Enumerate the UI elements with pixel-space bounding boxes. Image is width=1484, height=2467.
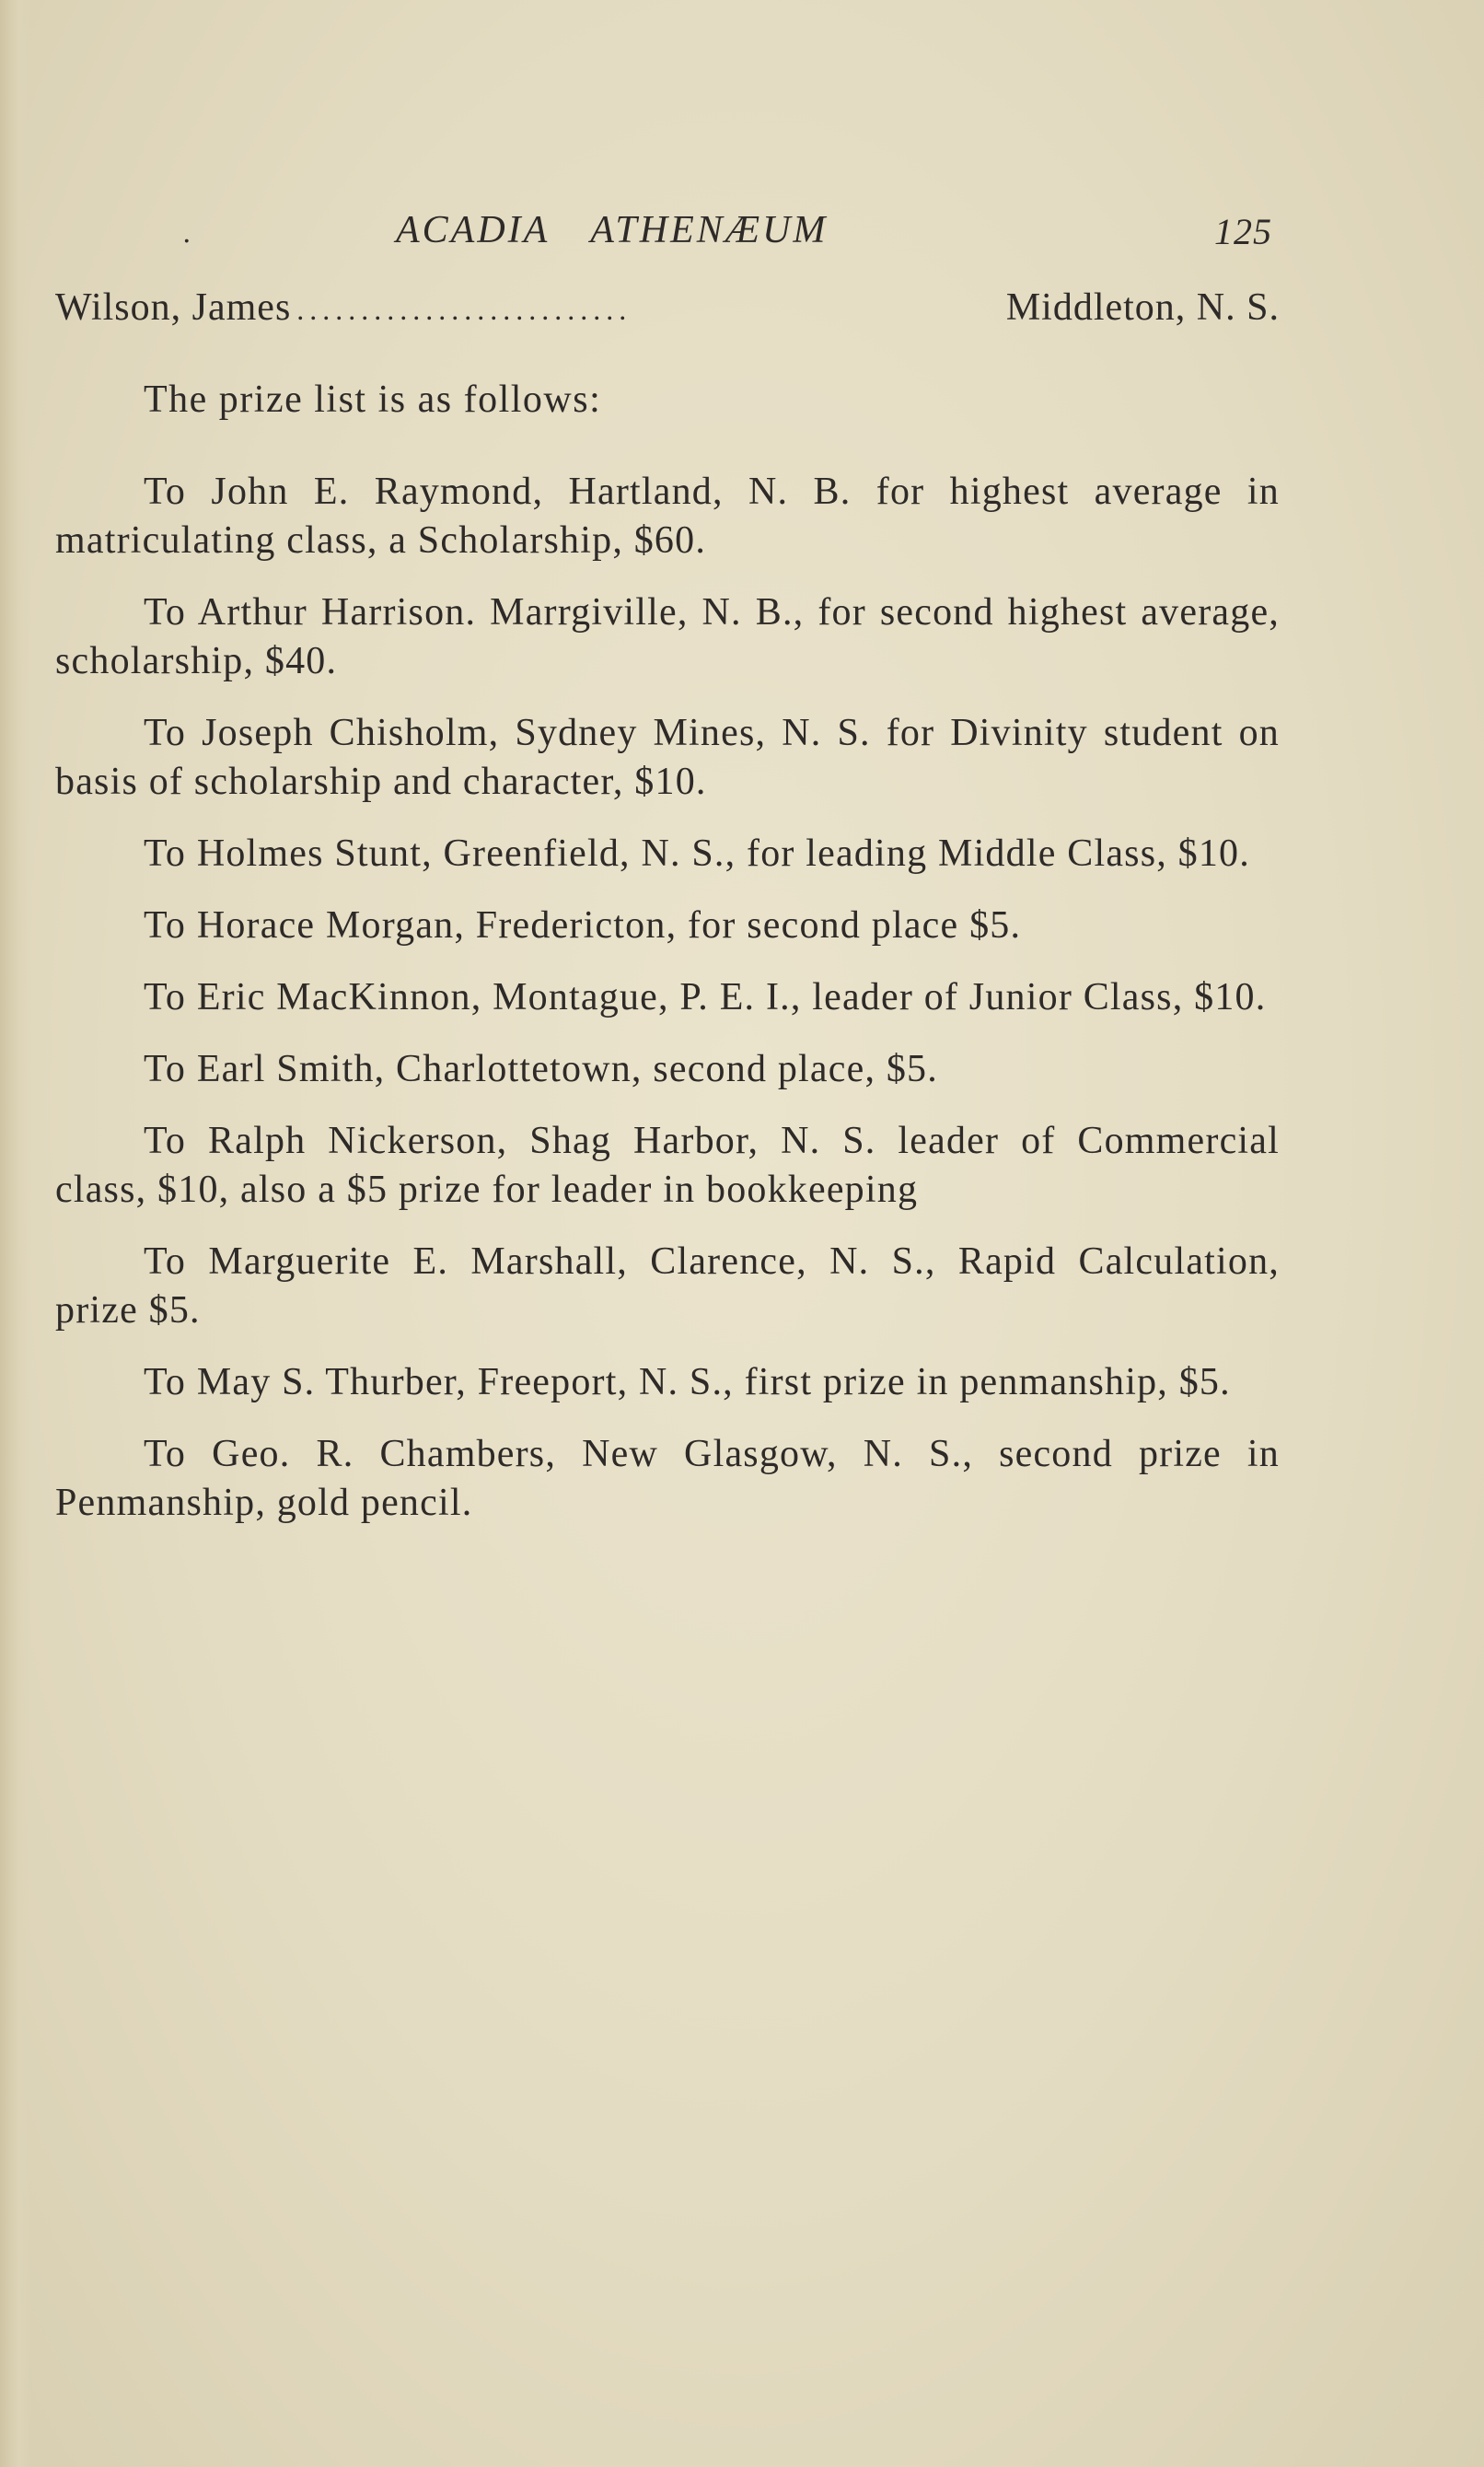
running-head bbox=[55, 204, 1280, 269]
prize-paragraph: To Earl Smith, Charlottetown, second place, $5. bbox=[144, 1048, 938, 1090]
roster-entry-name: Wilson, James bbox=[55, 286, 292, 329]
prize-paragraph: To Eric MacKinnon, Montague, P. E. I., leader of Junior Class, $10. bbox=[144, 976, 1267, 1018]
prize-paragraph: To John E. Raymond, Hartland, N. B. for highest average in matriculating class, a Scholarship, $60. bbox=[55, 471, 1280, 562]
prize-paragraph: To Horace Morgan, Fredericton, for second place $5. bbox=[144, 904, 1022, 947]
prize-paragraph: To Joseph Chisholm, Sydney Mines, N. S. for Divinity student on basis of scholarship and character, $10. bbox=[55, 712, 1280, 803]
journal-title bbox=[396, 208, 828, 252]
page-number: 125 bbox=[1214, 211, 1272, 252]
prize-paragraph: To Holmes Stunt, Greenfield, N. S., for leading Middle Class, $10. bbox=[144, 832, 1250, 875]
prize-paragraph: To Marguerite E. Marshall, Clarence, N. S., Rapid Calculation, prize $5. bbox=[55, 1240, 1280, 1332]
prize-paragraph: To Arthur Harrison. Marrgiville, N. B., for second highest average, scholarship, $40. bbox=[55, 591, 1280, 682]
prize-list bbox=[55, 468, 1280, 1528]
roster-entry-place: Middleton, N. S. bbox=[1005, 286, 1280, 329]
prize-list-intro: The prize list is as follows: bbox=[144, 378, 602, 421]
dot-leader: .......................... bbox=[296, 293, 632, 326]
page-edge-shadow bbox=[0, 0, 31, 2467]
text-block bbox=[55, 204, 1280, 1528]
prize-paragraph: To May S. Thurber, Freeport, N. S., first prize in penmanship, $5. bbox=[144, 1361, 1231, 1403]
journal-title-right: ATHENÆUM bbox=[590, 209, 829, 251]
roster-entry bbox=[55, 285, 1280, 344]
stray-mark: . bbox=[182, 217, 192, 250]
journal-title-left: ACADIA bbox=[396, 209, 551, 251]
prize-paragraph: To Geo. R. Chambers, New Glasgow, N. S., second prize in Penmanship, gold pencil. bbox=[55, 1433, 1280, 1524]
prize-paragraph: To Ralph Nickerson, Shag Harbor, N. S. leader of Commercial class, $10, also a $5 prize for leader in bookkeeping bbox=[55, 1120, 1280, 1211]
